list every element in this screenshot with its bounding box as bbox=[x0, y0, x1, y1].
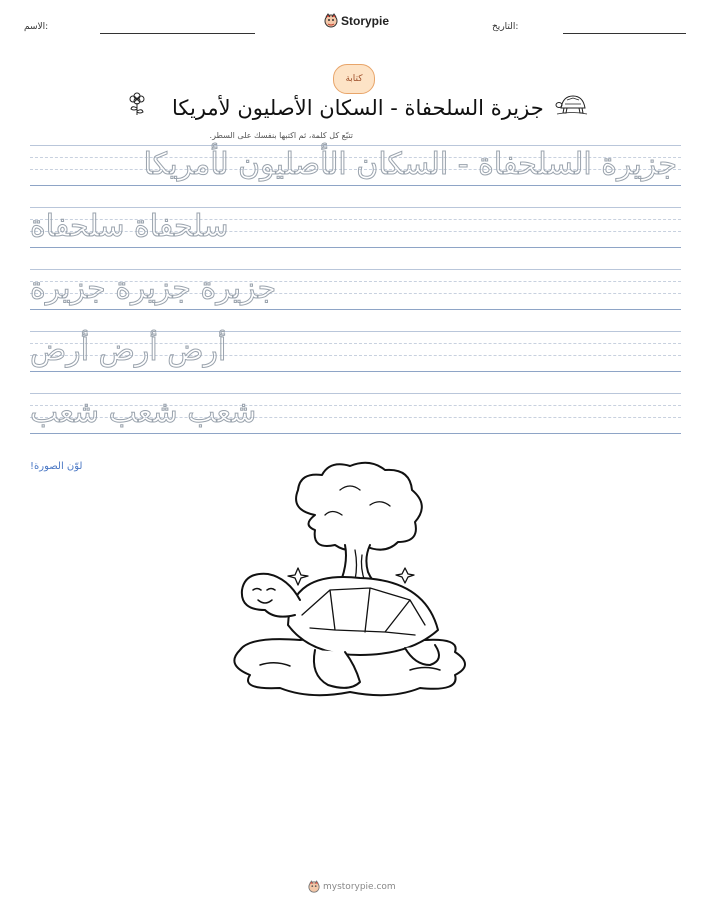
name-line[interactable] bbox=[100, 33, 255, 34]
tracing-text: سلحفاة سلحفاة bbox=[30, 209, 229, 244]
date-line[interactable] bbox=[563, 33, 686, 34]
tracing-row[interactable] bbox=[30, 393, 681, 433]
instructions: تتبّع كل كلمة، ثم اكتبها بنفسك على السطر. bbox=[209, 131, 353, 140]
tracing-text: شعب شعب شعب bbox=[30, 395, 257, 430]
tracing-text: جزيرة السلحفاة - السكان الأصليون لأمريكا bbox=[143, 147, 677, 182]
turtle-with-tree-illustration bbox=[220, 460, 490, 710]
tracing-text: جزيرة جزيرة جزيرة bbox=[30, 271, 277, 306]
name-label: الاسم: bbox=[24, 22, 49, 32]
logo-text: Storypie bbox=[341, 14, 390, 28]
tracing-text: أرض أرض أرض bbox=[30, 333, 227, 368]
storypie-logo bbox=[324, 13, 389, 29]
color-prompt: لوّن الصورة! bbox=[30, 461, 83, 472]
page-title: جزيرة السلحفاة - السكان الأصليون لأمريكا bbox=[172, 96, 544, 120]
tracing-row[interactable] bbox=[30, 269, 681, 309]
storypie-mascot-icon bbox=[324, 13, 338, 29]
date-label: التاريخ: bbox=[492, 22, 519, 32]
tracing-row[interactable] bbox=[30, 145, 681, 185]
footer-url[interactable]: mystorypie.com bbox=[323, 882, 396, 892]
footer-logo bbox=[308, 880, 396, 894]
flower-icon bbox=[126, 90, 148, 116]
turtle-icon bbox=[555, 92, 589, 116]
tracing-row[interactable] bbox=[30, 207, 681, 247]
storypie-mascot-icon bbox=[308, 880, 320, 894]
writing-badge: كتابة bbox=[333, 64, 375, 94]
tracing-row[interactable] bbox=[30, 331, 681, 371]
